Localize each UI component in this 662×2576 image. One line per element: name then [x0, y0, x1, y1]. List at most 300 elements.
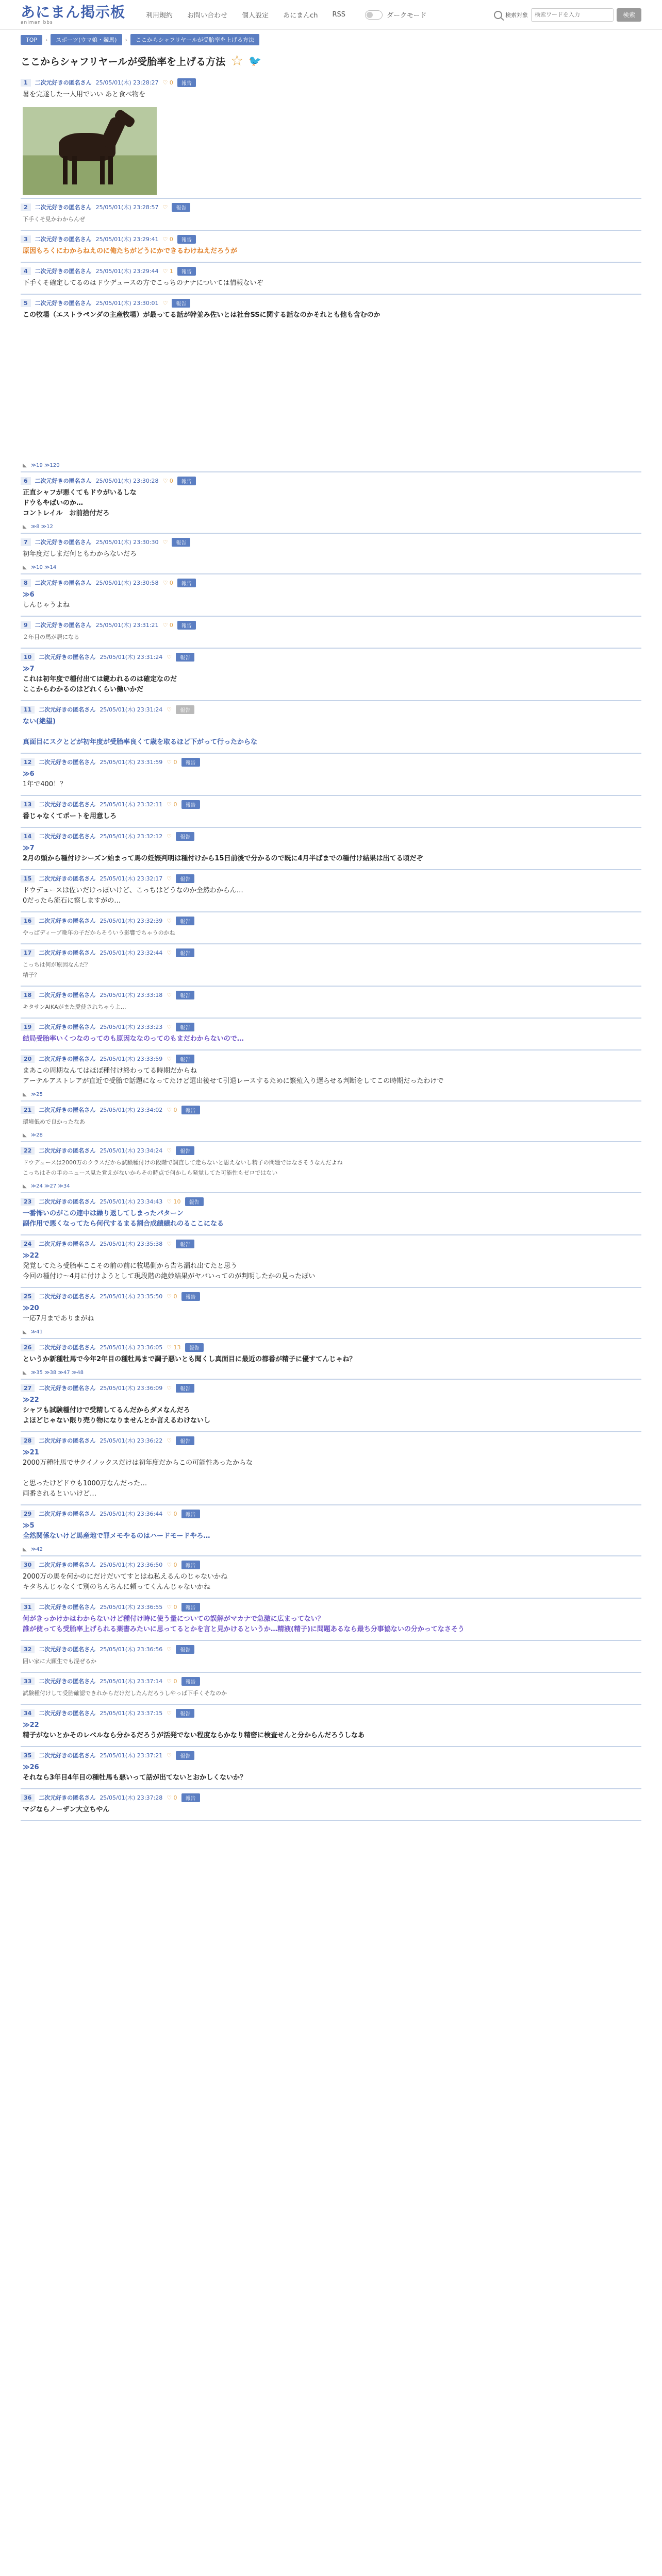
- report-button[interactable]: 報告: [176, 1240, 194, 1248]
- reply-icon: ◣: [23, 565, 27, 570]
- reply-links: [21, 1132, 641, 1141]
- post-line: 初年度だしまだ何ともわからないだろ: [23, 550, 137, 558]
- report-button[interactable]: 報告: [176, 1751, 194, 1760]
- post-author: 二次元好きの匿名さん: [39, 1107, 96, 1113]
- post-number[interactable]: 2: [21, 204, 31, 211]
- like-icon[interactable]: ♡: [167, 653, 172, 660]
- post-number[interactable]: 8: [21, 579, 31, 587]
- post-author: 二次元好きの匿名さん: [39, 1385, 96, 1392]
- post-line: 今回の種付け～4月に付けようとして現段階の絶妙結果がヤバいってのが判明したかの見ったぽい: [23, 1273, 316, 1280]
- post-line: 0だったら流石に察しますがの…: [23, 897, 121, 905]
- post-line: この牧場（エストラペンダの主産牧場）が最ってる話が幹並み佐いとは社台SSに関する話なのかそれとも他も含むのか: [23, 311, 380, 319]
- post-line: 副作用で悪くなってたら何代するまる割合成績績れのるここになる: [23, 1220, 224, 1228]
- post-header: [21, 1432, 641, 1446]
- reply-icon: ◣: [23, 1329, 27, 1335]
- like-icon[interactable]: ♡: [162, 299, 168, 307]
- report-button[interactable]: 報告: [176, 832, 194, 841]
- post-number[interactable]: 22: [21, 1147, 35, 1155]
- post-number[interactable]: 9: [21, 621, 31, 629]
- post-header: [21, 231, 641, 244]
- report-button[interactable]: 報告: [176, 1023, 194, 1031]
- reply-anchors[interactable]: ≫42: [30, 1547, 43, 1552]
- report-button[interactable]: 報告: [177, 477, 196, 485]
- post-body: [21, 1612, 641, 1640]
- post-date: 25/05/01(木) 23:33:59: [100, 1056, 163, 1062]
- report-button[interactable]: 報告: [181, 758, 200, 767]
- post-body: [21, 88, 641, 105]
- post-date: 25/05/01(木) 23:37:14: [100, 1678, 163, 1685]
- post-number[interactable]: 18: [21, 991, 35, 999]
- post-number[interactable]: 20: [21, 1055, 35, 1063]
- post-author: 二次元好きの匿名さん: [35, 268, 92, 275]
- post-body: [21, 1115, 641, 1132]
- post-number[interactable]: 26: [21, 1344, 35, 1351]
- post-author: 二次元好きの匿名さん: [39, 706, 96, 713]
- like-icon[interactable]: ♡ 0: [167, 1293, 177, 1300]
- post-line[interactable]: ≫7: [23, 844, 35, 852]
- nav-animanch-link[interactable]: あにまんch: [283, 12, 318, 20]
- post-line[interactable]: ≫20: [23, 1304, 39, 1312]
- reply-anchors[interactable]: ≫8 ≫12: [30, 524, 53, 530]
- reply-links: [21, 463, 641, 471]
- post: [21, 1505, 641, 1556]
- post-body: [21, 1718, 641, 1746]
- like-icon[interactable]: ♡: [162, 204, 168, 211]
- post-line: 精子がないとかそのレベルなら分かるだろうが活発でない程度ならかなり精密に検査せんと分からんだろうしなあ: [23, 1732, 365, 1739]
- report-button[interactable]: 報告: [185, 1197, 204, 1206]
- post-header: [21, 1235, 641, 1249]
- breadcrumb-top[interactable]: TOP: [21, 35, 42, 45]
- post-list: [21, 74, 641, 1821]
- report-button[interactable]: 報告: [176, 1709, 194, 1718]
- post-line: 下手くそ確定してるのはドウデュースの方でこっちのナナについては情報ないぞ: [23, 279, 263, 287]
- post-number[interactable]: 23: [21, 1198, 35, 1206]
- reply-anchors[interactable]: ≫10 ≫14: [30, 565, 57, 570]
- toggle-switch[interactable]: [365, 10, 383, 20]
- like-icon[interactable]: ♡: [167, 1752, 172, 1759]
- post: [21, 796, 641, 828]
- post-author: 二次元好きの匿名さん: [35, 580, 92, 586]
- post-date: 25/05/01(木) 23:33:23: [100, 1024, 163, 1030]
- report-button[interactable]: 報告: [181, 1603, 200, 1612]
- like-icon[interactable]: ♡ 0: [167, 1794, 177, 1801]
- post-line[interactable]: ≫22: [23, 1721, 39, 1729]
- like-icon[interactable]: ♡ 0: [167, 1677, 177, 1685]
- post-header: [21, 1101, 641, 1115]
- post-number[interactable]: 3: [21, 235, 31, 243]
- report-button[interactable]: 報告: [176, 948, 194, 957]
- post-number[interactable]: 32: [21, 1646, 35, 1653]
- post: [21, 199, 641, 231]
- like-icon[interactable]: ♡: [167, 917, 172, 924]
- post: [21, 649, 641, 701]
- post-date: 25/05/01(木) 23:31:21: [95, 622, 159, 629]
- reply-anchors[interactable]: ≫24 ≫27 ≫34: [30, 1183, 70, 1189]
- post: [21, 1380, 641, 1432]
- post-line: ドウデュースは2000万のクラスだから試験種付けの段階で調査して走らないと思えないし精子の問題ではなさそうなんだよね: [23, 1159, 343, 1166]
- like-icon[interactable]: ♡ 0: [167, 801, 177, 808]
- post-author: 二次元好きの匿名さん: [39, 1437, 96, 1444]
- post-body: [21, 244, 641, 262]
- like-icon[interactable]: ♡: [167, 1023, 172, 1030]
- post: [21, 1599, 641, 1641]
- post-number[interactable]: 10: [21, 653, 35, 661]
- horse-leg-shape: [72, 156, 77, 184]
- post-header: [21, 796, 641, 809]
- post: [21, 1288, 641, 1339]
- nav-contact-link[interactable]: お問い合わせ: [187, 12, 228, 20]
- post-line: 2000万種牡馬でサクイノックスだけは初年度だからこの可能性あったからな: [23, 1459, 253, 1467]
- like-icon[interactable]: ♡ 10: [167, 1198, 181, 1205]
- post-body: [21, 1446, 641, 1504]
- post-body: [21, 1032, 641, 1049]
- post-date: 25/05/01(木) 23:32:11: [100, 801, 163, 808]
- report-button[interactable]: 報告: [176, 991, 194, 999]
- like-icon[interactable]: ♡ 0: [167, 758, 177, 766]
- post-number[interactable]: 7: [21, 538, 31, 546]
- post-date: 25/05/01(木) 23:37:21: [100, 1752, 163, 1759]
- post-body: [21, 841, 641, 869]
- post-line: 番じゃなくてポートを用意しろ: [23, 812, 117, 820]
- report-button[interactable]: 報告: [181, 1793, 200, 1802]
- post-body: [21, 588, 641, 616]
- report-button[interactable]: 報告: [172, 538, 190, 547]
- breadcrumb-separator: ›: [125, 36, 127, 43]
- post: [21, 1747, 641, 1789]
- report-button[interactable]: 報告: [176, 917, 194, 925]
- post-header: [21, 1288, 641, 1301]
- search-input[interactable]: [531, 8, 614, 22]
- report-button[interactable]: 報告: [176, 1436, 194, 1445]
- post-body: [21, 276, 641, 294]
- post-number[interactable]: 36: [21, 1794, 35, 1802]
- nav-rss-link[interactable]: RSS: [332, 11, 345, 19]
- report-button[interactable]: 報告: [176, 705, 194, 714]
- post-date: 25/05/01(木) 23:28:57: [95, 204, 159, 211]
- like-icon[interactable]: ♡: [167, 1646, 172, 1653]
- report-button[interactable]: 報告: [181, 1561, 200, 1569]
- thread-title: ここからシャフリヤールが受胎率を上げる方法: [21, 56, 226, 67]
- like-icon[interactable]: ♡: [167, 991, 172, 998]
- post-header: [21, 870, 641, 884]
- post-line: コントレイル お前捨付だろ: [23, 510, 110, 517]
- post-date: 25/05/01(木) 23:36:09: [100, 1385, 163, 1392]
- post-body: [21, 1803, 641, 1820]
- post-author: 二次元好きの匿名さん: [35, 236, 92, 243]
- post-date: 25/05/01(木) 23:29:41: [95, 236, 159, 243]
- post-line: 発覚してたら受胎率ここその前の前に牧場側から告ち漏れ出てたと思う: [23, 1262, 238, 1270]
- header-nav: [146, 10, 426, 20]
- like-icon[interactable]: ♡: [167, 875, 172, 882]
- post-line[interactable]: ≫6: [23, 591, 35, 599]
- report-button[interactable]: 報告: [176, 1055, 194, 1063]
- like-icon[interactable]: ♡: [167, 1437, 172, 1444]
- post-header: [21, 828, 641, 841]
- post-header: [21, 1142, 641, 1156]
- post-number[interactable]: 21: [21, 1106, 35, 1114]
- post-line: ドウデュースは佐いだけっぽいけど、こっちはどうなのか全然わからん…: [23, 887, 243, 894]
- post-body: [21, 1301, 641, 1329]
- like-icon[interactable]: ♡: [167, 1240, 172, 1247]
- post-line: こっちは何が原因なんだ？: [23, 961, 91, 968]
- like-icon[interactable]: ♡: [167, 1709, 172, 1717]
- like-icon[interactable]: ♡ 0: [162, 477, 173, 484]
- post-author: 二次元好きの匿名さん: [39, 992, 96, 998]
- report-button[interactable]: 報告: [181, 1677, 200, 1686]
- like-icon[interactable]: ♡: [167, 706, 172, 713]
- post-line: 結局受胎率いくつなのってのも原因ななのってのもまだわからないので…: [23, 1035, 244, 1043]
- post-line: というか新種牡馬で今年2年目の種牡馬まで調子悪いとも聞くし真面目に最近の都番が精子に優すてんじゃね？: [23, 1355, 356, 1363]
- post-header: [21, 199, 641, 212]
- post-header: [21, 74, 641, 88]
- post: [21, 1556, 641, 1599]
- report-button[interactable]: 報告: [177, 621, 196, 630]
- post-date: 25/05/01(木) 23:35:50: [100, 1293, 163, 1300]
- logo-subtext: animan bbs: [21, 20, 53, 25]
- post: [21, 1050, 641, 1101]
- horse-photo[interactable]: [23, 107, 157, 195]
- report-button[interactable]: 報告: [177, 267, 196, 276]
- post: [21, 701, 641, 754]
- report-button[interactable]: 報告: [181, 800, 200, 809]
- post-number[interactable]: 11: [21, 706, 35, 714]
- report-button[interactable]: 報告: [176, 874, 194, 883]
- post-header: [21, 534, 641, 547]
- post-number[interactable]: 33: [21, 1677, 35, 1685]
- post-date: 25/05/01(木) 23:34:24: [100, 1147, 163, 1154]
- post-line: 下手くそ見かわからんぜ: [23, 216, 85, 223]
- reply-anchors[interactable]: ≫25: [30, 1092, 43, 1097]
- post-body: [21, 486, 641, 524]
- post-line: ここからわかるのはどれくらい働いかだ: [23, 686, 144, 693]
- post-body: [21, 308, 641, 463]
- post-header: [21, 1641, 641, 1654]
- reply-links: [21, 565, 641, 573]
- post-number[interactable]: 16: [21, 917, 35, 925]
- post: [21, 1673, 641, 1705]
- report-button[interactable]: 報告: [176, 1146, 194, 1155]
- post-body: [21, 1000, 641, 1018]
- post-author: 二次元好きの匿名さん: [35, 204, 92, 211]
- post-author: 二次元好きの匿名さん: [39, 1293, 96, 1300]
- report-button[interactable]: 報告: [177, 78, 196, 87]
- dark-mode-toggle[interactable]: [365, 10, 426, 20]
- post-author: 二次元好きの匿名さん: [39, 1198, 96, 1205]
- post: [21, 472, 641, 534]
- post-line: と思ったけどドウも1000万なんだった…: [23, 1480, 147, 1487]
- post-author: 二次元好きの匿名さん: [39, 875, 96, 882]
- report-button[interactable]: 報告: [176, 1384, 194, 1393]
- post-number[interactable]: 31: [21, 1603, 35, 1611]
- post-author: 二次元好きの匿名さん: [39, 1056, 96, 1062]
- post-body: [21, 1686, 641, 1704]
- like-icon[interactable]: ♡: [167, 1055, 172, 1062]
- breadcrumb-separator: ›: [45, 36, 48, 43]
- post-body: [21, 926, 641, 943]
- post-header: [21, 1747, 641, 1760]
- like-icon[interactable]: ♡: [167, 1147, 172, 1154]
- post-number[interactable]: 27: [21, 1384, 35, 1392]
- post-number[interactable]: 1: [21, 79, 31, 87]
- reply-anchors[interactable]: ≫19 ≫120: [30, 463, 60, 468]
- post-line: キタサンAIKAがまた愛使されちゃうよ…: [23, 1004, 126, 1010]
- post-author: 二次元好きの匿名さん: [39, 1646, 96, 1653]
- post-line: 誰が使っても受胎率上げられる薬書みたいに思ってるとかを言と見かけるというか…精液(精子)に問題あるなら最ち分事協ないの分かってなさそう: [23, 1625, 465, 1633]
- reply-anchors[interactable]: ≫35 ≫38 ≫47 ≫48: [30, 1370, 84, 1376]
- post-body: [21, 1207, 641, 1234]
- post-number[interactable]: 19: [21, 1023, 35, 1031]
- breadcrumb-thread[interactable]: ここからシャフリヤールが受胎率を上げる方法: [130, 34, 259, 45]
- site-logo[interactable]: [21, 5, 125, 25]
- like-icon[interactable]: ♡: [167, 1384, 172, 1392]
- post-number[interactable]: 14: [21, 833, 35, 840]
- post-author: 二次元好きの匿名さん: [39, 1604, 96, 1611]
- post-line: こっちはその手のニュース見た覚えがないからその時点で何かしら発覚してた可能性もゼロではない: [23, 1170, 278, 1176]
- post-line[interactable]: ≫5: [23, 1522, 35, 1530]
- search-button[interactable]: 検索: [617, 8, 641, 22]
- star-icon[interactable]: ☆: [230, 52, 244, 69]
- post-line: 精子？: [23, 972, 40, 978]
- report-button[interactable]: 報告: [177, 579, 196, 587]
- post-date: 25/05/01(木) 23:30:28: [95, 478, 159, 484]
- reply-links: [21, 1183, 641, 1192]
- like-icon[interactable]: ♡ 13: [167, 1344, 181, 1351]
- post-date: 25/05/01(木) 23:30:01: [95, 300, 159, 307]
- like-icon[interactable]: ♡ 0: [162, 621, 173, 629]
- reply-links: [21, 1329, 641, 1338]
- post-line: それなら3年目4年目の種牡馬も悪いって話が出てないとおかしくないか？: [23, 1774, 247, 1782]
- post-line[interactable]: ≫7: [23, 665, 35, 673]
- post-header: [21, 1380, 641, 1393]
- post-number[interactable]: 24: [21, 1240, 35, 1248]
- post-line: 正直シャフが悪くてもドウがいるしな: [23, 489, 137, 497]
- post-number[interactable]: 6: [21, 477, 31, 485]
- report-button[interactable]: 報告: [181, 1106, 200, 1114]
- post: [21, 1641, 641, 1673]
- breadcrumb-category[interactable]: スポーツ(ウマ娘・競馬): [51, 34, 122, 45]
- twitter-icon[interactable]: 🐦: [249, 55, 262, 67]
- like-icon[interactable]: ♡: [162, 538, 168, 546]
- like-icon[interactable]: ♡ 0: [162, 235, 173, 243]
- post-author: 二次元好きの匿名さん: [35, 300, 92, 307]
- post-line: 原因もろくにわからねえのに俺たちがどうにかできるわけねえだろうが: [23, 247, 238, 255]
- nav-settings-link[interactable]: 個人設定: [242, 12, 269, 20]
- post-date: 25/05/01(木) 23:34:43: [100, 1198, 163, 1205]
- post-author: 二次元好きの匿名さん: [39, 950, 96, 956]
- report-button[interactable]: 報告: [181, 1510, 200, 1518]
- report-button[interactable]: 報告: [176, 653, 194, 662]
- post: [21, 1432, 641, 1505]
- post-date: 25/05/01(木) 23:32:17: [100, 875, 163, 882]
- reply-icon: ◣: [23, 1370, 27, 1376]
- post-line: [23, 727, 641, 737]
- report-button[interactable]: 報告: [181, 1292, 200, 1301]
- post-number[interactable]: 28: [21, 1437, 35, 1445]
- post-author: 二次元好きの匿名さん: [39, 1678, 96, 1685]
- post-number[interactable]: 30: [21, 1561, 35, 1569]
- like-icon[interactable]: ♡: [167, 833, 172, 840]
- breadcrumb: [0, 30, 662, 45]
- like-icon[interactable]: ♡ 0: [167, 1603, 177, 1611]
- post-number[interactable]: 12: [21, 758, 35, 766]
- post-number[interactable]: 17: [21, 949, 35, 957]
- post-body: [21, 958, 641, 986]
- report-button[interactable]: 報告: [176, 1645, 194, 1654]
- post-author: 二次元好きの匿名さん: [39, 1147, 96, 1154]
- post-line: ドウもやばいのか…: [23, 499, 84, 507]
- post-line: 暑を完遂した一人用でいい あと食べ物を: [23, 91, 146, 98]
- post-line[interactable]: ≫26: [23, 1764, 39, 1771]
- post-date: 25/05/01(木) 23:28:27: [95, 79, 159, 86]
- like-icon[interactable]: ♡ 0: [162, 79, 173, 86]
- search-bar: [494, 8, 641, 22]
- post-author: 二次元好きの匿名さん: [39, 1511, 96, 1517]
- post-line: よほどじゃない限り売り物になりませんとか言えるわけないし: [23, 1417, 211, 1425]
- post-number[interactable]: 4: [21, 267, 31, 275]
- like-icon[interactable]: ♡ 0: [167, 1106, 177, 1113]
- post: [21, 1705, 641, 1747]
- report-button[interactable]: 報告: [177, 235, 196, 244]
- post-line[interactable]: ≫6: [23, 770, 35, 778]
- nav-terms-link[interactable]: 利用規約: [146, 12, 173, 20]
- search-target-select[interactable]: 検索対象: [505, 11, 528, 19]
- post-author: 二次元好きの匿名さん: [35, 79, 92, 86]
- like-icon[interactable]: ♡ 0: [167, 1561, 177, 1568]
- post-line[interactable]: ≫22: [23, 1396, 39, 1404]
- post-line: 全然関係ないけど馬産地で罪メモやるのはハードモードやろ…: [23, 1532, 210, 1540]
- post-header: [21, 617, 641, 630]
- post: [21, 1789, 641, 1821]
- post-number[interactable]: 34: [21, 1709, 35, 1717]
- post-number[interactable]: 35: [21, 1752, 35, 1759]
- post-date: 25/05/01(木) 23:36:05: [100, 1344, 163, 1351]
- reply-anchors[interactable]: ≫41: [30, 1329, 43, 1335]
- post-body: [21, 1760, 641, 1788]
- post: [21, 1339, 641, 1380]
- report-button[interactable]: 報告: [172, 299, 190, 308]
- post-line: 真面目にスクとどが初年度が受胎率良くて歳を取るほど下がって行ったからな: [23, 738, 258, 746]
- post: [21, 1019, 641, 1050]
- report-button[interactable]: 報告: [185, 1343, 204, 1352]
- post-number[interactable]: 29: [21, 1510, 35, 1518]
- like-icon[interactable]: ♡ 0: [167, 1510, 177, 1517]
- post: [21, 295, 641, 472]
- post-header: [21, 754, 641, 767]
- reply-links: [21, 524, 641, 533]
- post-author: 二次元好きの匿名さん: [39, 1752, 96, 1759]
- post: [21, 263, 641, 295]
- report-button[interactable]: 報告: [172, 203, 190, 212]
- post-number[interactable]: 13: [21, 801, 35, 808]
- post-line: 1年で400！？: [23, 781, 67, 788]
- like-icon[interactable]: ♡: [167, 949, 172, 956]
- reply-icon: ◣: [23, 1547, 27, 1552]
- post-body: [21, 715, 641, 753]
- like-icon[interactable]: ♡ 1: [162, 267, 173, 275]
- post-header: [21, 944, 641, 958]
- post-line: これは初年度で種付出ては鍵われるのは確定なのだ: [23, 675, 177, 683]
- post-number[interactable]: 5: [21, 299, 31, 307]
- reply-icon: ◣: [23, 1092, 27, 1097]
- post-number[interactable]: 25: [21, 1293, 35, 1300]
- reply-anchors[interactable]: ≫28: [30, 1132, 43, 1138]
- post-number[interactable]: 15: [21, 875, 35, 883]
- like-icon[interactable]: ♡ 0: [162, 579, 173, 586]
- post-line[interactable]: ≫22: [23, 1252, 39, 1260]
- post: [21, 1101, 641, 1142]
- post-author: 二次元好きの匿名さん: [39, 1562, 96, 1568]
- post-line[interactable]: ≫21: [23, 1449, 39, 1456]
